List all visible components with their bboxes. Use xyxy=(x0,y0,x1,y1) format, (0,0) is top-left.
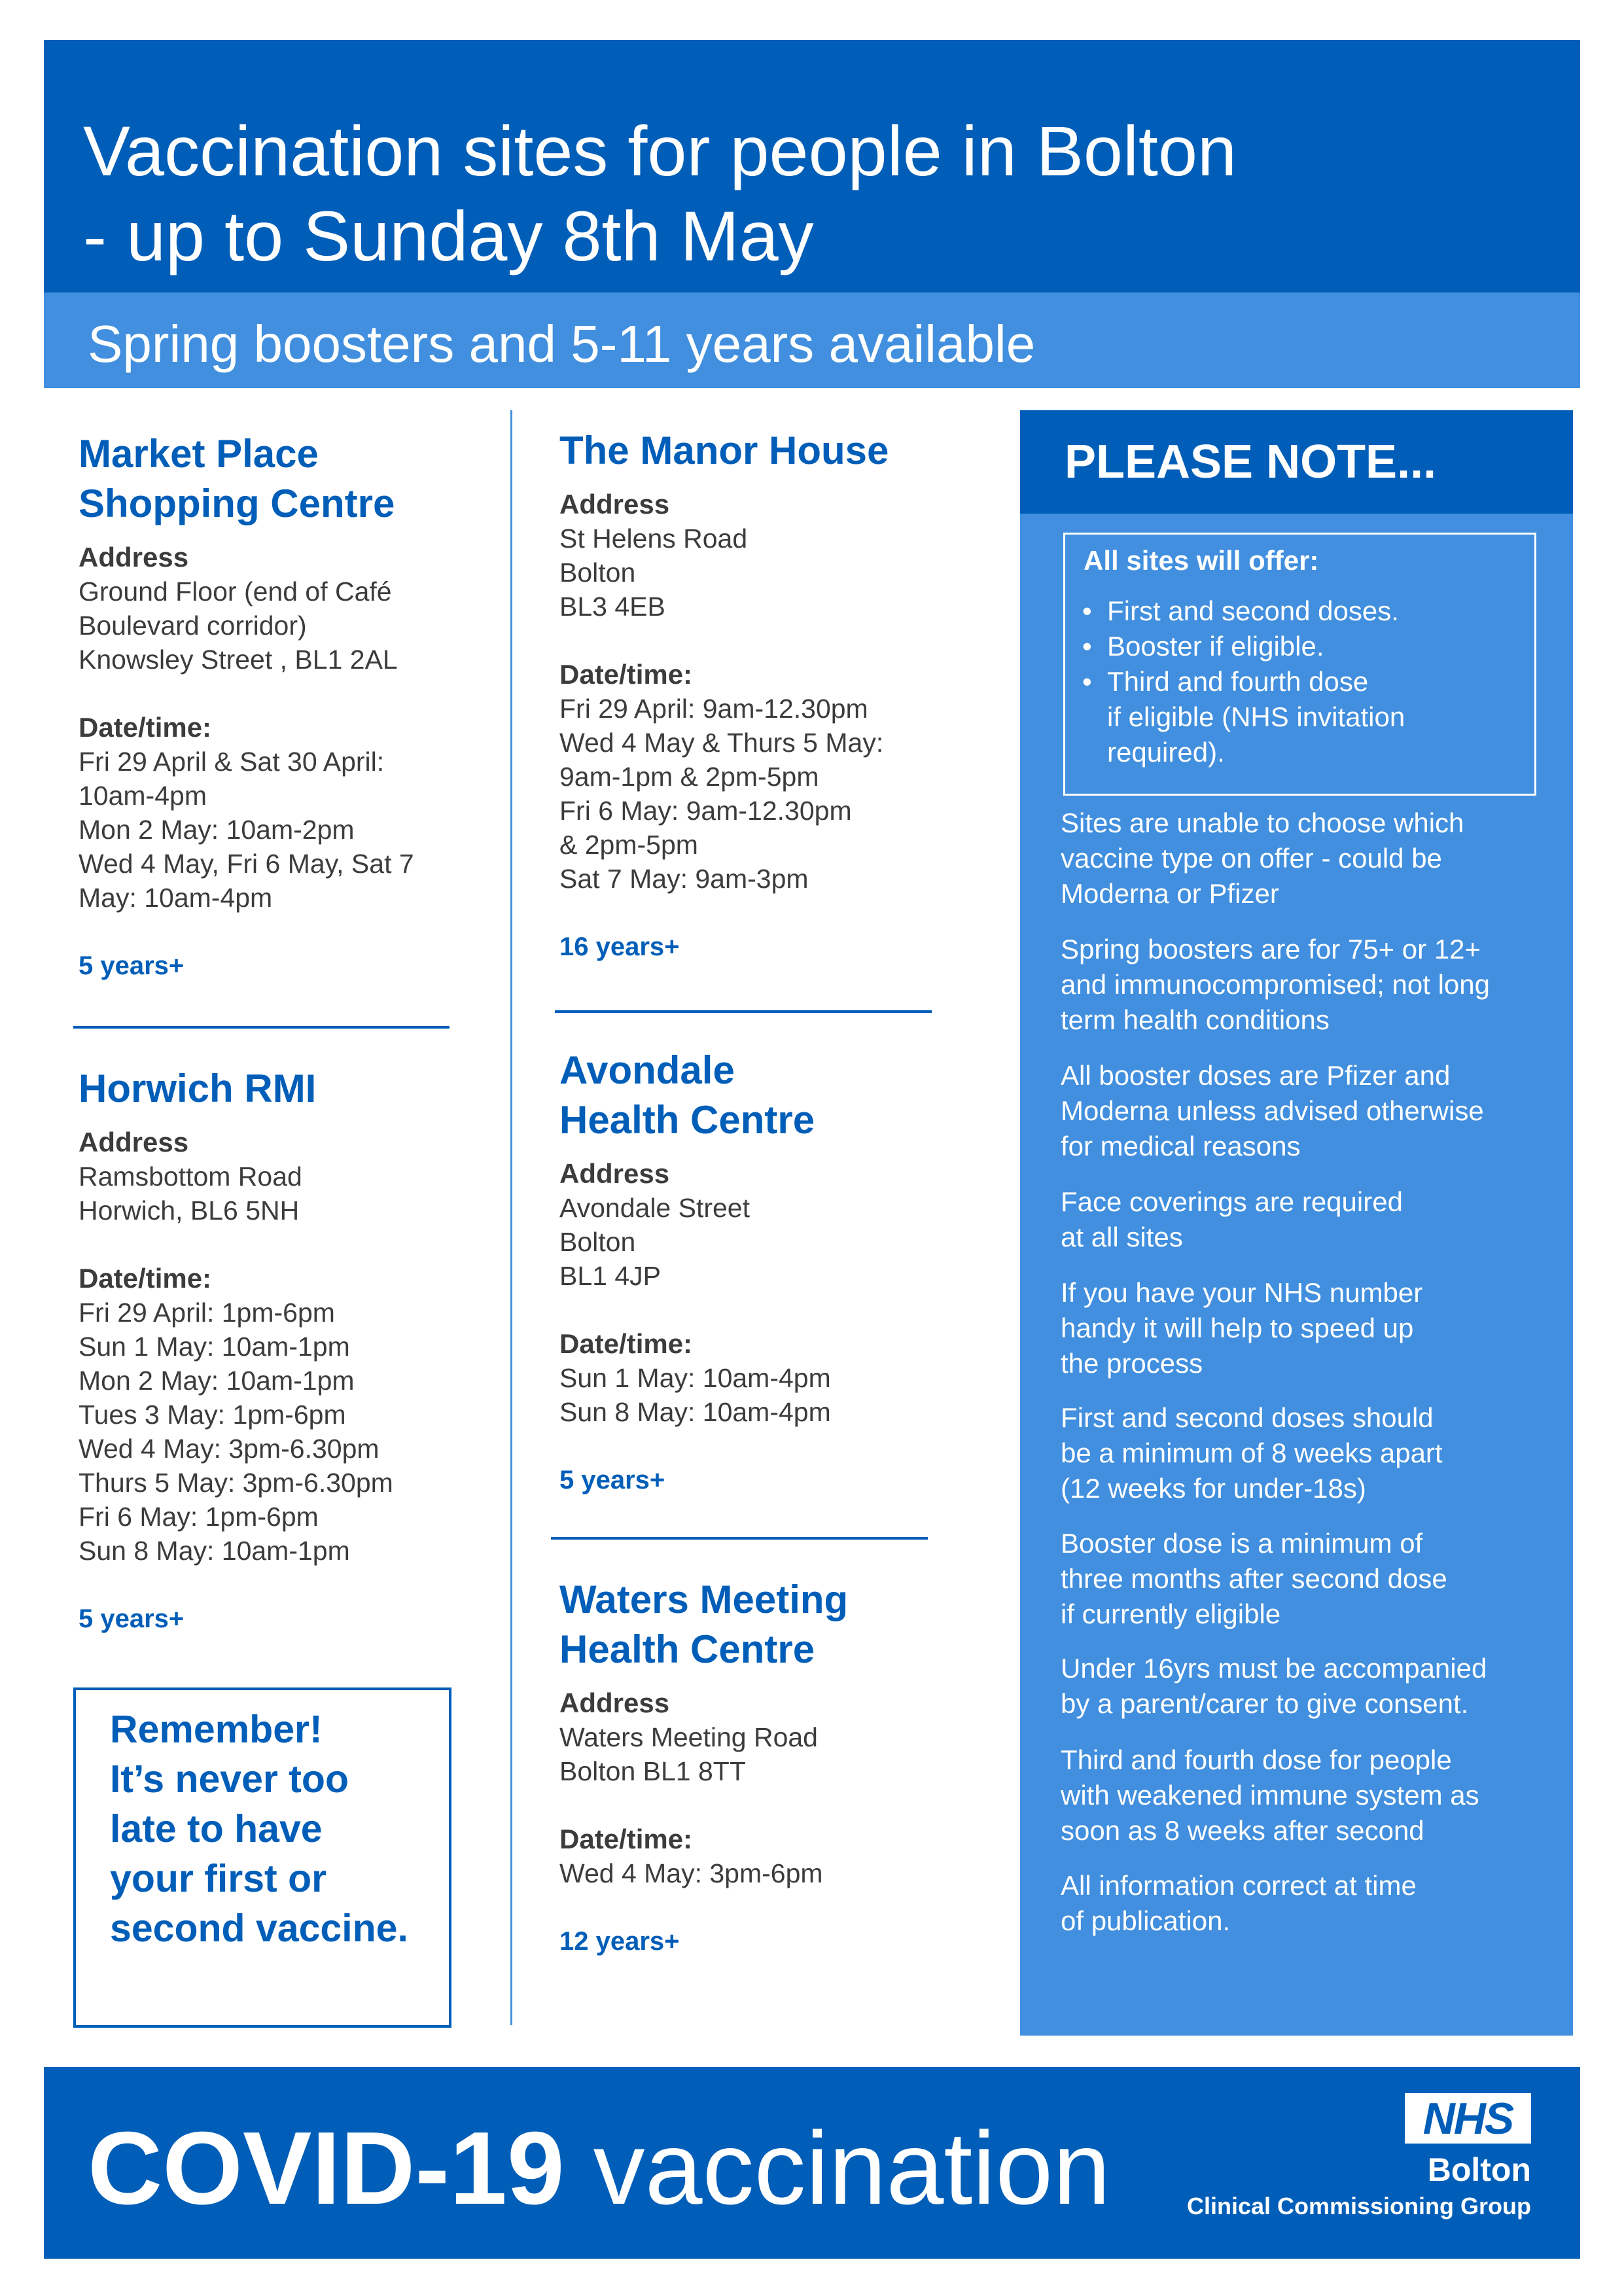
datetime-line: Wed 4 May & Thurs 5 May: xyxy=(559,728,884,758)
note-paragraph: Face coverings are required at all sites xyxy=(1061,1186,1403,1252)
offer-item: • Third and fourth dose if eligible (NHS invitation required). xyxy=(1107,664,1405,770)
datetime-line: 10am-4pm xyxy=(79,781,207,811)
datetime-label: Date/time: xyxy=(559,1328,693,1359)
site-market-place xyxy=(79,429,414,983)
age-eligibility: 12 years+ xyxy=(559,1927,680,1956)
please-note-header xyxy=(1020,410,1573,514)
age-eligibility: 5 years+ xyxy=(559,1466,665,1494)
remember-line: your first or xyxy=(110,1857,327,1900)
remember-line: second vaccine. xyxy=(110,1907,408,1950)
site-name: The Manor House xyxy=(559,429,889,472)
datetime-line: & 2pm-5pm xyxy=(559,830,698,860)
age-eligibility: 5 years+ xyxy=(79,1604,185,1633)
offer-title: All sites will offer: xyxy=(1084,545,1319,576)
datetime-line: May: 10am-4pm xyxy=(79,883,273,913)
remember-line: It’s never too xyxy=(110,1757,349,1801)
offer-box xyxy=(1063,533,1536,796)
address-line: Ground Floor (end of Café xyxy=(79,576,392,607)
datetime-line: Sat 7 May: 9am-3pm xyxy=(559,864,809,894)
divider xyxy=(73,1026,450,1029)
address-line: BL1 4JP xyxy=(559,1261,661,1291)
site-name: Waters Meeting Health Centre xyxy=(559,1578,849,1671)
page-title-line-1: Vaccination sites for people in Bolton xyxy=(83,111,1237,190)
org-subtitle: Clinical Commissioning Group xyxy=(1186,2193,1531,2219)
datetime-line: 9am-1pm & 2pm-5pm xyxy=(559,762,819,792)
datetime-line: Thurs 5 May: 3pm-6.30pm xyxy=(79,1468,393,1498)
nhs-logo-icon: NHS xyxy=(1405,2093,1531,2144)
footer-banner xyxy=(44,2067,1580,2259)
datetime-line: Sun 1 May: 10am-4pm xyxy=(559,1363,831,1393)
note-paragraph: Booster dose is a minimum of three months after second dose if currently eligible xyxy=(1061,1528,1447,1629)
address-label: Address xyxy=(559,489,670,520)
remember-callout xyxy=(73,1687,451,2028)
bullet-icon: • xyxy=(1082,631,1092,662)
divider xyxy=(555,1010,932,1013)
address-label: Address xyxy=(79,542,189,573)
header-banner xyxy=(44,40,1580,292)
address-line: Bolton xyxy=(559,1227,636,1257)
remember-line: Remember! xyxy=(110,1708,323,1751)
address-line: Avondale Street xyxy=(559,1193,750,1223)
site-avondale xyxy=(559,1046,831,1497)
footer-title: COVID-19 vaccination xyxy=(88,2111,1111,2226)
address-label: Address xyxy=(559,1687,670,1718)
datetime-line: Sun 1 May: 10am-1pm xyxy=(79,1332,350,1362)
please-note-title: PLEASE NOTE... xyxy=(1065,436,1437,488)
address-line: BL3 4EB xyxy=(559,592,665,622)
address-line: Bolton xyxy=(559,557,636,588)
bullet-icon: • xyxy=(1082,666,1092,697)
datetime-line: Tues 3 May: 1pm-6pm xyxy=(79,1400,346,1430)
org-name: Bolton xyxy=(1427,2151,1531,2188)
datetime-line: Mon 2 May: 10am-1pm xyxy=(79,1366,355,1396)
age-eligibility: 16 years+ xyxy=(559,932,680,961)
page-subtitle: Spring boosters and 5-11 years available xyxy=(88,315,1036,373)
subtitle-banner xyxy=(44,292,1580,388)
offer-item: • Booster if eligible. xyxy=(1107,629,1324,664)
datetime-line: Fri 29 April: 1pm-6pm xyxy=(79,1298,335,1328)
note-paragraph: Third and fourth dose for people with weakened immune system as soon as 8 weeks after second xyxy=(1061,1744,1479,1846)
age-eligibility: 5 years+ xyxy=(79,951,185,980)
site-name: Horwich RMI xyxy=(79,1067,317,1110)
datetime-label: Date/time: xyxy=(559,659,693,690)
divider xyxy=(551,1537,928,1540)
datetime-line: Wed 4 May: 3pm-6.30pm xyxy=(79,1434,380,1464)
note-paragraph: Under 16yrs must be accompanied by a parent/carer to give consent. xyxy=(1061,1653,1487,1719)
page-title-line-2: - up to Sunday 8th May xyxy=(83,196,814,275)
datetime-label: Date/time: xyxy=(79,1263,212,1294)
site-name: Avondale Health Centre xyxy=(559,1048,815,1142)
datetime-line: Wed 4 May, Fri 6 May, Sat 7 xyxy=(79,849,414,879)
site-waters-meeting xyxy=(559,1575,848,1958)
site-horwich-rmi xyxy=(79,1064,393,1636)
datetime-line: Fri 6 May: 1pm-6pm xyxy=(79,1502,319,1532)
datetime-label: Date/time: xyxy=(79,712,212,743)
site-name: Market Place Shopping Centre xyxy=(79,432,395,525)
datetime-line: Fri 6 May: 9am-12.30pm xyxy=(559,796,852,826)
address-line: Ramsbottom Road xyxy=(79,1161,302,1192)
site-manor-house xyxy=(559,426,889,964)
note-paragraph: All booster doses are Pfizer and Moderna unless advised otherwise for medical reasons xyxy=(1061,1060,1484,1161)
bullet-icon: • xyxy=(1082,595,1092,626)
datetime-label: Date/time: xyxy=(559,1824,693,1854)
address-line: Knowsley Street , BL1 2AL xyxy=(79,645,398,675)
please-note-panel xyxy=(1020,410,1573,2036)
note-paragraph: If you have your NHS number handy it will help to speed up the process xyxy=(1061,1277,1423,1379)
address-label: Address xyxy=(79,1127,189,1157)
address-line: Bolton BL1 8TT xyxy=(559,1756,746,1786)
offer-item: • First and second doses. xyxy=(1107,593,1399,629)
datetime-line: Sun 8 May: 10am-1pm xyxy=(79,1536,350,1566)
datetime-line: Fri 29 April & Sat 30 April: xyxy=(79,747,385,777)
address-label: Address xyxy=(559,1158,670,1189)
note-paragraph: All information correct at time of publication. xyxy=(1061,1870,1417,1936)
datetime-line: Sun 8 May: 10am-4pm xyxy=(559,1397,831,1427)
address-line: Horwich, BL6 5NH xyxy=(79,1195,300,1226)
remember-line: late to have xyxy=(110,1807,323,1850)
address-line: Waters Meeting Road xyxy=(559,1722,818,1752)
note-paragraph: First and second doses should be a minimum of 8 weeks apart (12 weeks for under-18s) xyxy=(1061,1402,1443,1504)
address-line: Boulevard corridor) xyxy=(79,610,307,641)
address-line: St Helens Road xyxy=(559,523,748,554)
datetime-line: Mon 2 May: 10am-2pm xyxy=(79,815,355,845)
datetime-line: Wed 4 May: 3pm-6pm xyxy=(559,1858,823,1888)
column-divider xyxy=(510,410,512,2025)
datetime-line: Fri 29 April: 9am-12.30pm xyxy=(559,694,868,724)
note-paragraph: Spring boosters are for 75+ or 12+ and immunocompromised; not long term health conditions xyxy=(1061,934,1491,1035)
note-paragraph: Sites are unable to choose which vaccine type on offer - could be Moderna or Pfizer xyxy=(1061,807,1464,909)
